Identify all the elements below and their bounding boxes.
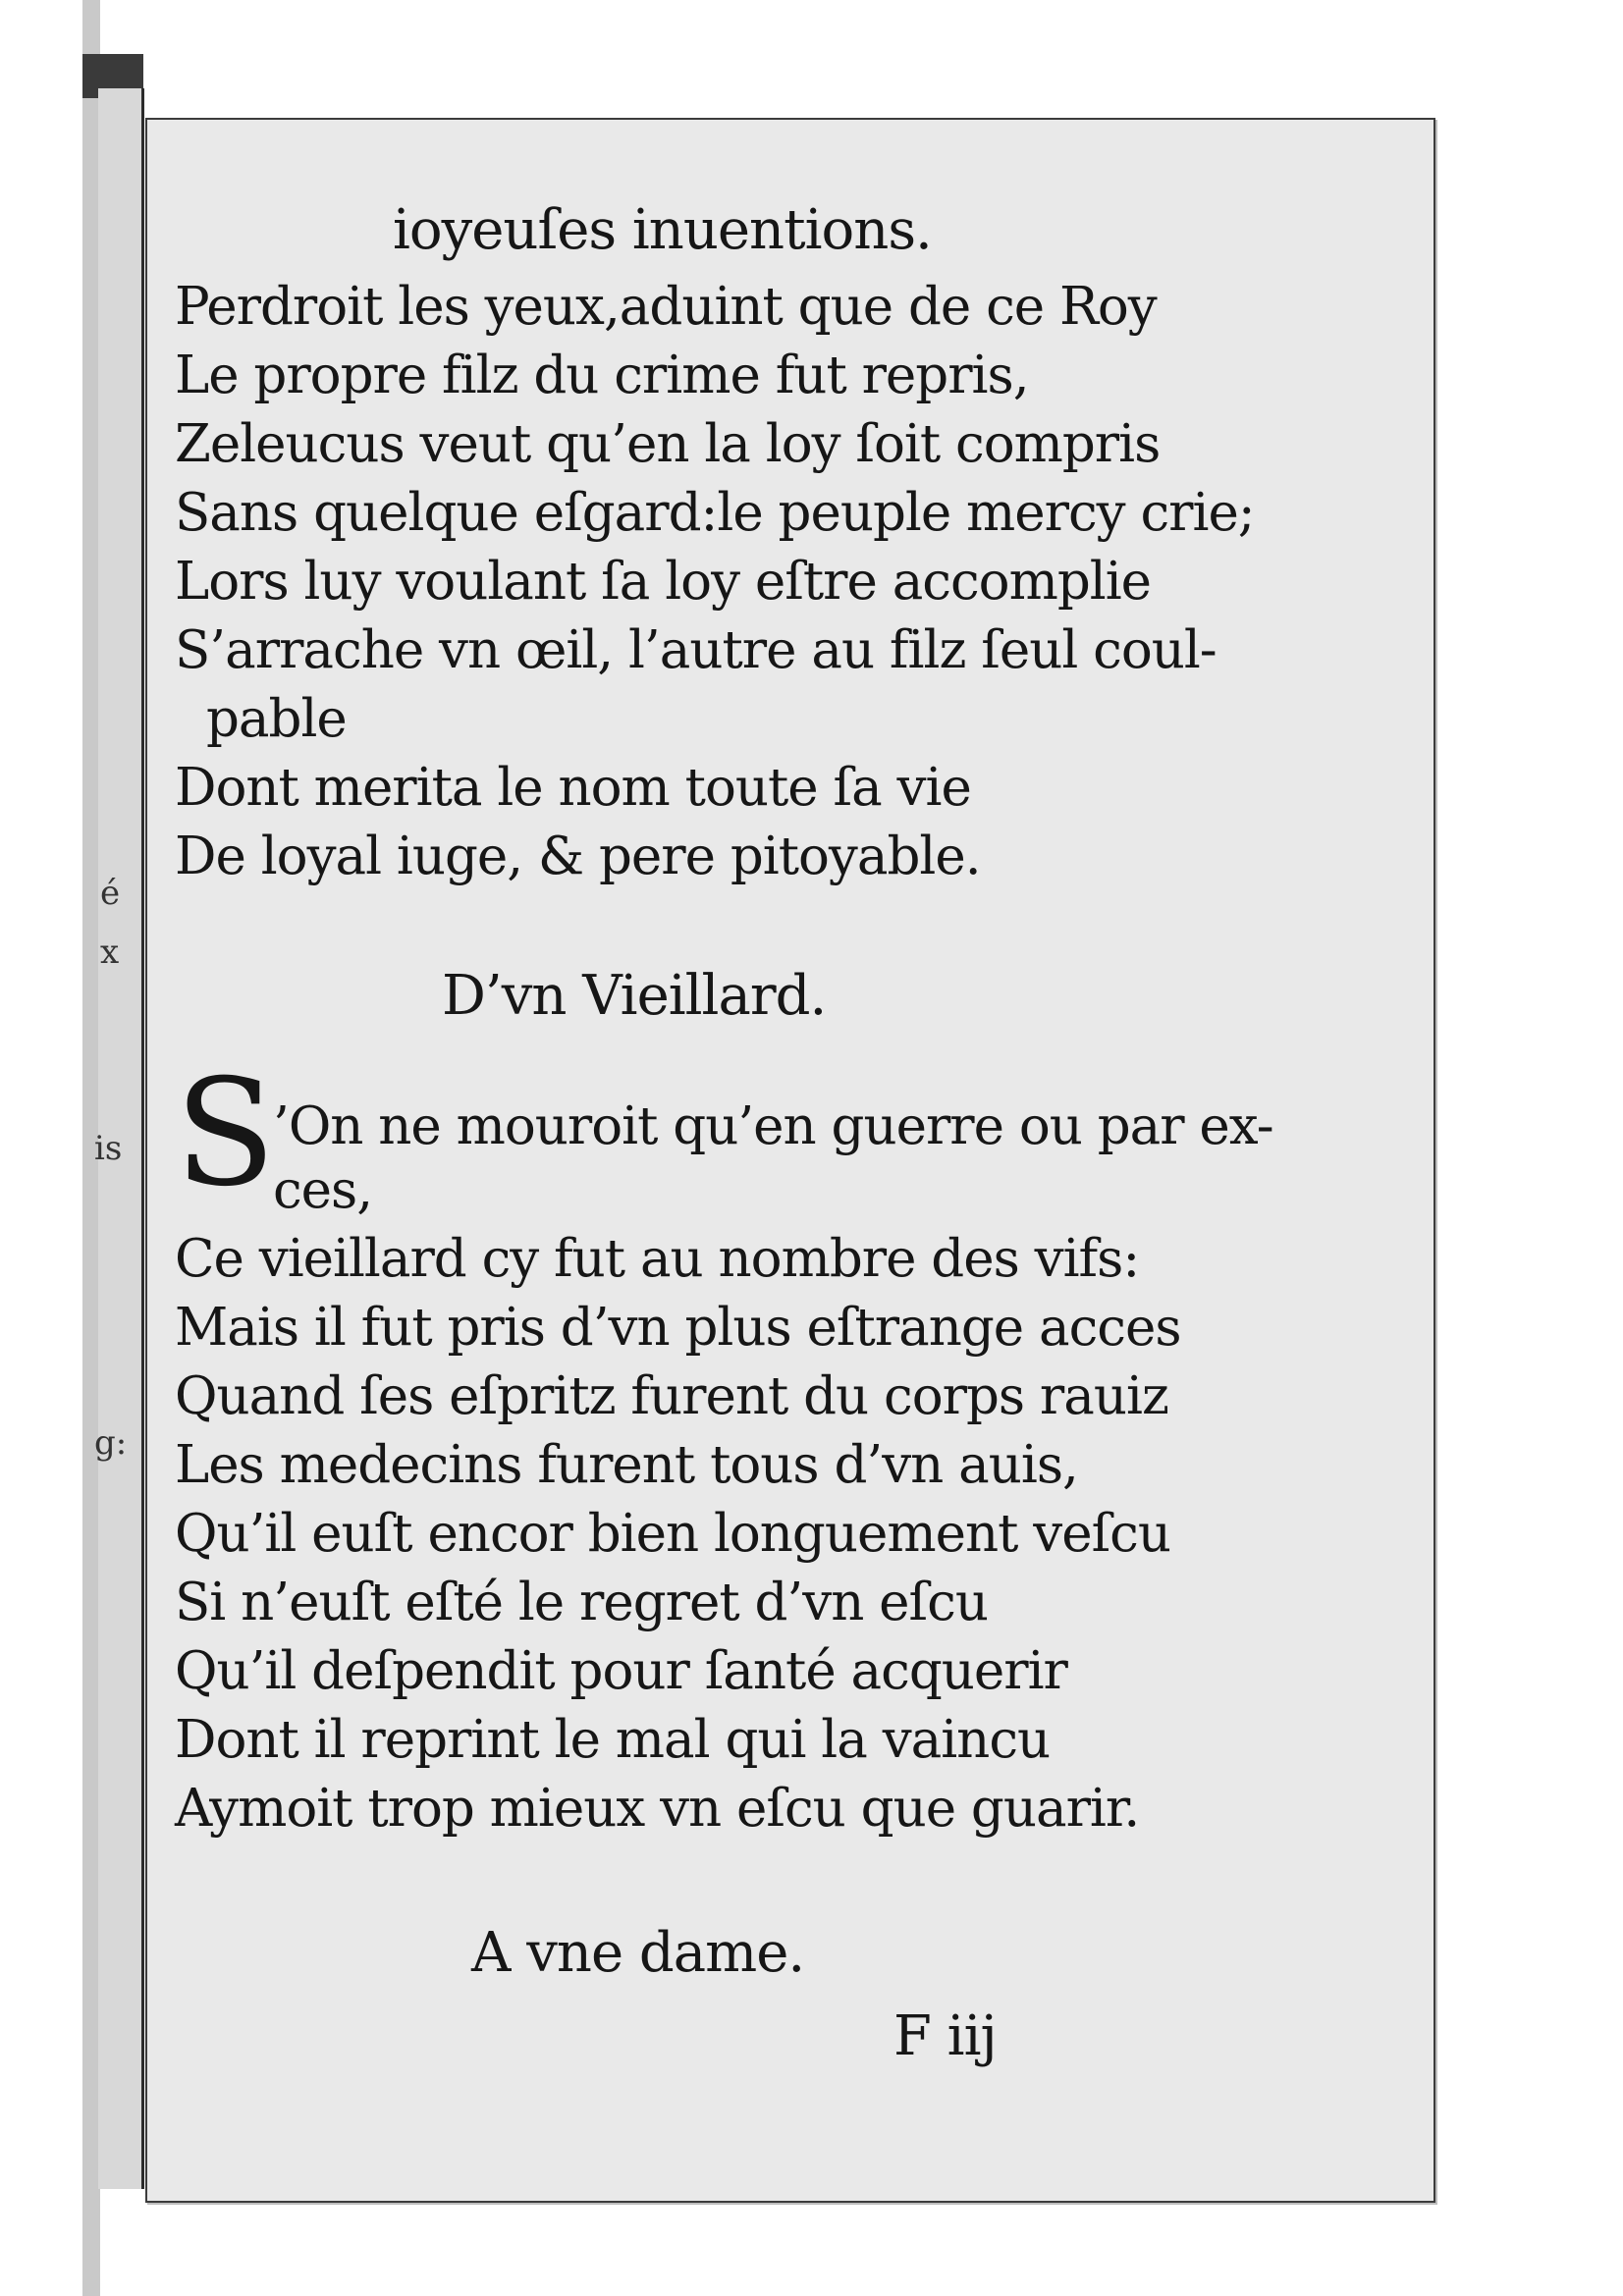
running-head: ioyeuſes inuentions. — [393, 198, 932, 262]
previous-page-fragment: x — [100, 933, 120, 972]
poem-line: De loyal iuge, & pere pitoyable. — [175, 827, 981, 886]
poem-line: Aymoit trop mieux vn eſcu que guarir. — [175, 1779, 1140, 1839]
poem-line: S’arrache vn œil, l’autre au filz ſeul coul- — [175, 620, 1217, 680]
poem-line: ’On ne mouroit qu’en guerre ou par ex- — [273, 1096, 1273, 1156]
poem-line: Dont il reprint le mal qui la vaincu — [175, 1710, 1051, 1770]
poem-line: Si n’euſt eſté le regret d’vn eſcu — [175, 1573, 988, 1632]
poem-line-continuation: pable — [206, 689, 347, 749]
poem-line: Mais il fut pris d’vn plus eſtrange acces — [175, 1298, 1181, 1358]
previous-page-edge — [94, 88, 144, 2189]
previous-page-fragment: é — [100, 874, 121, 913]
poem-line: Qu’il deſpendit pour ſanté acquerir — [175, 1641, 1067, 1701]
signature-mark: F iij — [893, 2004, 997, 2068]
poem-line: Lors luy voulant ſa loy eſtre accomplie — [175, 552, 1152, 612]
poem-line: Perdroit les yeux,aduint que de ce Roy — [175, 277, 1157, 337]
poem-line: Sans quelque eſgard:le peuple mercy crie; — [175, 483, 1255, 543]
previous-page-fragment: g: — [94, 1423, 128, 1463]
poem-line: Ce vieillard cy fut au nombre des vifs: — [175, 1229, 1140, 1289]
poem-line-continuation: ces, — [273, 1160, 373, 1220]
drop-capital: S — [175, 1048, 276, 1219]
previous-page-fragment: is — [94, 1129, 123, 1168]
poem-line: Qu’il euſt encor bien longuement veſcu — [175, 1504, 1171, 1564]
catchword: A vne dame. — [471, 1921, 805, 1985]
poem-line: Quand ſes eſpritz furent du corps rauiz — [175, 1366, 1168, 1426]
poem-line: Zeleucus veut qu’en la loy ſoit compris — [175, 414, 1161, 474]
poem-line: Les medecins furent tous d’vn auis, — [175, 1435, 1078, 1495]
poem-line: Le propre filz du crime fut repris, — [175, 346, 1029, 405]
book-page — [145, 118, 1435, 2203]
poem-heading: D’vn Vieillard. — [442, 964, 827, 1028]
poem-line: Dont merita le nom toute ſa vie — [175, 758, 971, 818]
